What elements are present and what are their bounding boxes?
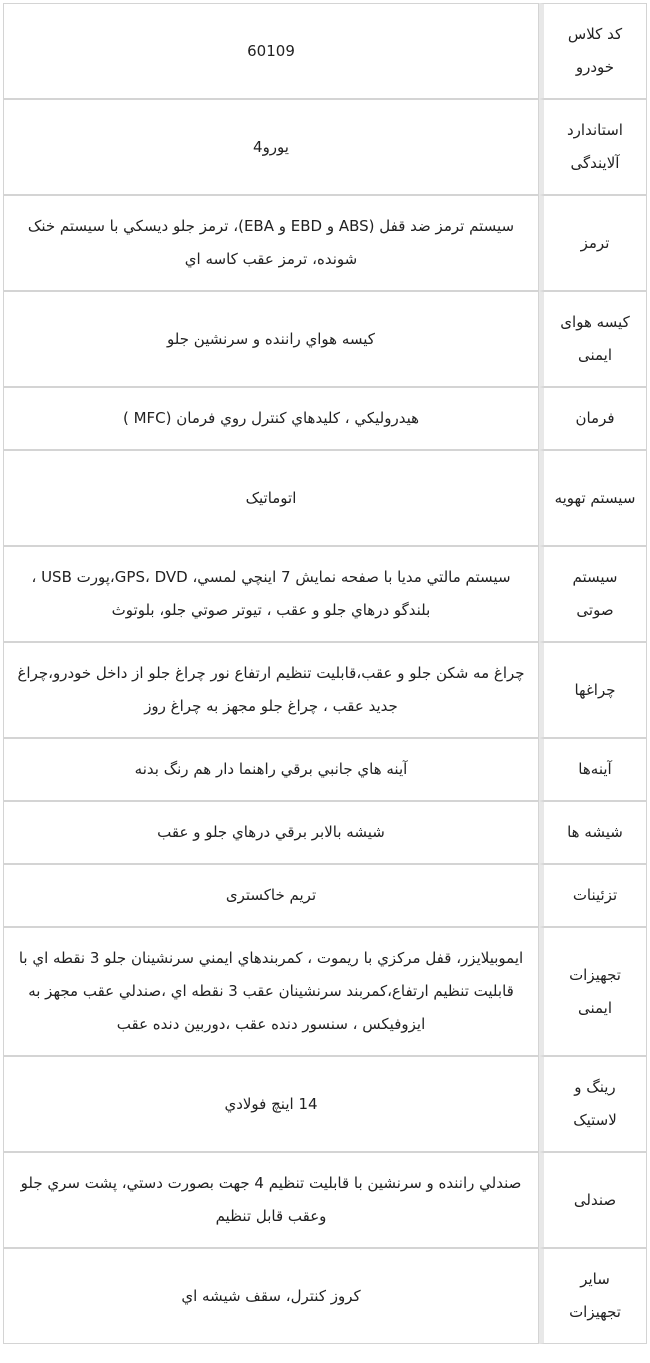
table-row — [3, 3, 647, 99]
spec-label: تزئینات — [539, 864, 647, 927]
table-row — [3, 864, 647, 927]
table-row — [3, 450, 647, 546]
spec-label: چراغها — [539, 642, 647, 738]
spec-label: آینه‌ها — [539, 738, 647, 801]
spec-label: استاندارد آلایندگی — [539, 99, 647, 195]
spec-label: شیشه ها — [539, 801, 647, 864]
spec-label: کیسه هوای ایمنی — [539, 291, 647, 387]
spec-value: ايموبيلايزر، قفل مرکزي با ريموت ، کمربندهاي ايمني سرنشينان جلو 3 نقطه اي با قابليت تنظيم ارتفاع،کمربند سرنشينان عقب 3 نقطه اي ،صندلي عقب مجهز به ايزوفيکس ، سنسور دنده عقب ،دوربین دنده عقب — [3, 927, 539, 1056]
spec-value: یورو4 — [3, 99, 539, 195]
table-row — [3, 387, 647, 450]
spec-label: فرمان — [539, 387, 647, 450]
table-row — [3, 642, 647, 738]
spec-value: تریم خاکستری — [3, 864, 539, 927]
spec-value: اتوماتیک — [3, 450, 539, 546]
spec-value: سیستم ترمز ضد قفل (ABS و EBD و EBA)، ترمز جلو دیسکي با سیستم خنک شونده، ترمز عقب کاسه اي — [3, 195, 539, 291]
spec-value: چراغ مه شکن جلو و عقب،قابلیت تنظیم ارتفاع نور چراغ جلو از داخل خودرو،چراغ جدید عقب ، چراغ جلو مجهز به چراغ روز — [3, 642, 539, 738]
table-row — [3, 738, 647, 801]
spec-value: صندلي راننده و سرنشين با قابليت تنظيم 4 جهت بصورت دستي، پشت سري جلو وعقب قابل تنظيم — [3, 1152, 539, 1248]
spec-value: کروز کنترل، سقف شيشه اي — [3, 1248, 539, 1344]
spec-label: سیستم تهویه — [539, 450, 647, 546]
spec-value: کیسه هواي راننده و سرنشین جلو — [3, 291, 539, 387]
table-row — [3, 546, 647, 642]
spec-value: 14 اينچ فولادي — [3, 1056, 539, 1152]
spec-label: سیستم صوتی — [539, 546, 647, 642]
spec-label: سایر تجهیزات — [539, 1248, 647, 1344]
table-row — [3, 291, 647, 387]
table-row — [3, 1056, 647, 1152]
table-row — [3, 927, 647, 1056]
spec-value: شیشه بالابر برقي درهاي جلو و عقب — [3, 801, 539, 864]
table-row — [3, 801, 647, 864]
table-row — [3, 195, 647, 291]
spec-label: ترمز — [539, 195, 647, 291]
spec-label: صندلی — [539, 1152, 647, 1248]
spec-label: کد کلاس خودرو — [539, 3, 647, 99]
table-row — [3, 99, 647, 195]
table-row — [3, 1152, 647, 1248]
spec-value: سیستم مالتي مديا با صفحه نمايش 7 اينچي لمسي، GPS، DVD،پورت USB ، بلندگو درهاي جلو و عقب ، تیوتر صوتي جلو، بلوتوث — [3, 546, 539, 642]
table-row — [3, 1248, 647, 1344]
spec-value: آينه هاي جانبي برقي راهنما دار هم رنگ بدنه — [3, 738, 539, 801]
spec-value: هیدرولیکي ، کلیدهاي کنترل روي فرمان (MFC ) — [3, 387, 539, 450]
spec-label: رینگ و لاستیک — [539, 1056, 647, 1152]
spec-label: تجهیزات ایمنی — [539, 927, 647, 1056]
spec-value: 60109 — [3, 3, 539, 99]
spec-table — [3, 3, 647, 1344]
